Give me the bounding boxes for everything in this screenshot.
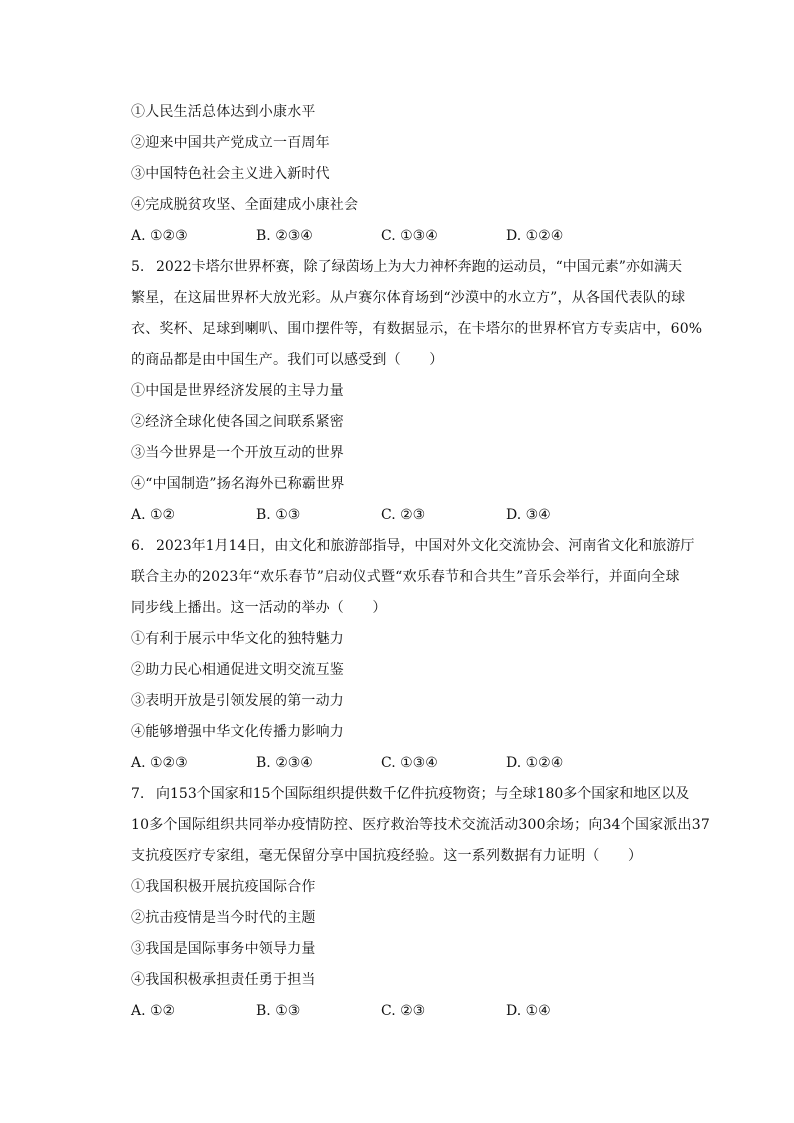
choice-b: B. ①③ [256,507,301,523]
question-stem-line: 衣、奖杯、足球到喇叭、围巾摆件等，有数据显示，在卡塔尔的世界杯官方专卖店中，60% [131,321,703,337]
option-line: ①有利于展示中华文化的独特魅力 [131,631,344,647]
choice-d: D. ①②④ [506,755,564,771]
question-5 [131,252,701,531]
question-stem-line: 10多个国际组织共同举办疫情防控、医疗救治等技术交流活动300余场；向34个国家派出37 [131,817,710,833]
answer-choices [131,221,701,252]
question-stem-line: 支抗疫医疗专家组，毫无保留分享中国抗疫经验。这一系列数据有力证明（ ） [131,848,643,864]
option-line: ②抗击疫情是当今时代的主题 [131,910,316,926]
choice-b: B. ②③④ [256,228,313,244]
choice-c: C. ②③ [381,507,426,523]
answer-choices [131,748,701,779]
choice-b: B. ①③ [256,1003,301,1019]
option-line: ②助力民心相通促进文明交流互鉴 [131,662,344,678]
question-number: 6. [131,538,145,554]
choice-d: D. ①④ [506,1003,551,1019]
choice-d: D. ①②④ [506,228,564,244]
option-line: ④完成脱贫攻坚、全面建成小康社会 [131,197,359,213]
option-line: ③表明开放是引领发展的第一动力 [131,693,344,709]
option-line: ②经济全球化使各国之间联系紧密 [131,414,344,430]
question-6 [131,531,701,779]
choice-d: D. ③④ [506,507,551,523]
question-4 [131,97,701,252]
question-stem-line: 繁星，在这届世界杯大放光彩。从卢赛尔体育场到“沙漠中的水立方”，从各国代表队的球 [131,290,686,306]
question-stem-line: 7. 向153个国家和15个国际组织提供数千亿件抗疫物资；与全球180多个国家和地区以及 [131,779,701,810]
option-line: ①人民生活总体达到小康水平 [131,104,316,120]
answer-choices [131,996,701,1027]
choice-a: A. ①②③ [131,228,188,244]
exam-page [131,97,710,1027]
choice-a: A. ①② [131,507,176,523]
option-line: ③当今世界是一个开放互动的世界 [131,445,344,461]
option-line: ②迎来中国共产党成立一百周年 [131,135,330,151]
option-line: ④能够增强中华文化传播力影响力 [131,724,344,740]
question-stem-line: 的商品都是由中国生产。我们可以感受到（ ） [131,352,444,368]
option-line: ③中国特色社会主义进入新时代 [131,166,330,182]
choice-a: A. ①②③ [131,755,188,771]
question-stem-line: 同步线上播出。这一活动的举办（ ） [131,600,387,616]
choice-c: C. ①③④ [381,228,438,244]
question-stem-line: 5. 2022卡塔尔世界杯赛，除了绿茵场上为大力神杯奔跑的运动员，“中国元素”亦如满天 [131,252,701,283]
question-7 [131,779,710,1027]
choice-c: C. ①③④ [381,755,438,771]
question-stem-line: 6. 2023年1月14日，由文化和旅游部指导，中国对外文化交流协会、河南省文化和旅游厅 [131,531,701,562]
option-line: ①我国积极开展抗疫国际合作 [131,879,316,895]
choice-b: B. ②③④ [256,755,313,771]
answer-choices [131,500,701,531]
question-number: 5. [131,259,145,275]
option-line: ④“中国制造”扬名海外已称霸世界 [131,476,345,492]
option-line: ③我国是国际事务中领导力量 [131,941,316,957]
option-line: ④我国积极承担责任勇于担当 [131,972,316,988]
choice-c: C. ②③ [381,1003,426,1019]
choice-a: A. ①② [131,1003,176,1019]
option-line: ①中国是世界经济发展的主导力量 [131,383,344,399]
question-number: 7. [131,786,145,802]
question-stem-line: 联合主办的2023年“欢乐春节”启动仪式暨“欢乐春节和合共生”音乐会举行，并面向全球 [131,569,680,585]
